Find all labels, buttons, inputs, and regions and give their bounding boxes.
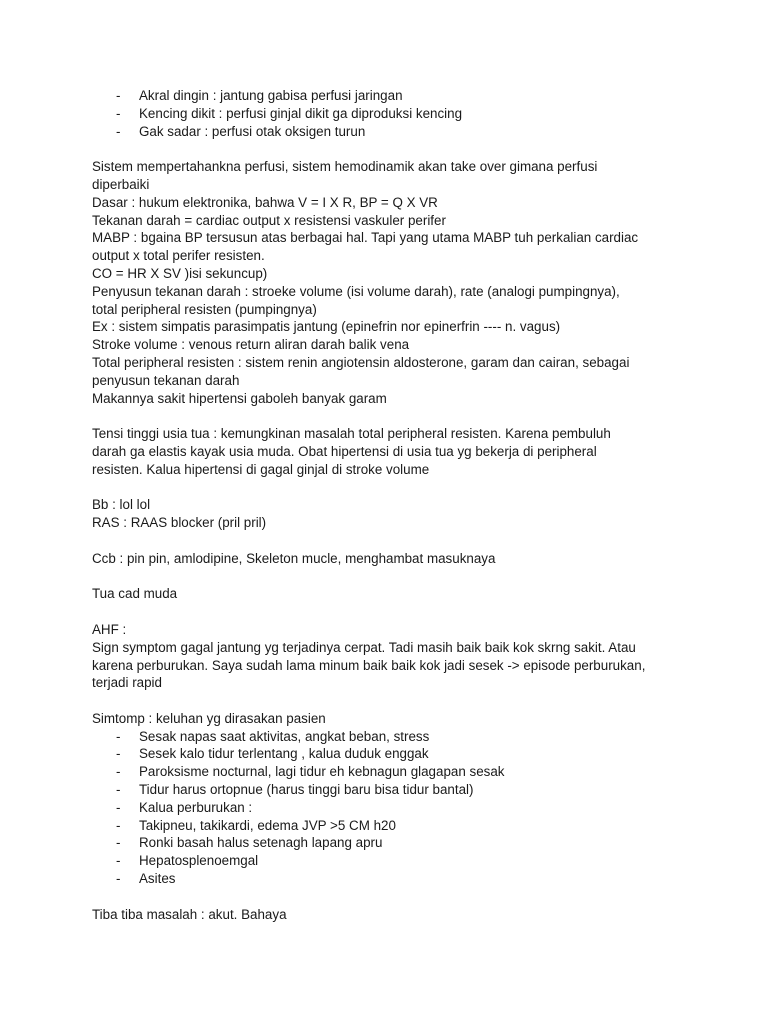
paragraph-bb-ras: [92, 496, 682, 532]
list-item-text: Takipneu, takikardi, edema JVP >5 CM h20: [139, 817, 396, 833]
list-item: [92, 728, 682, 746]
paragraph-hemodynamics: [92, 158, 682, 407]
bullet-dash: -: [116, 871, 121, 887]
text-line: Sign symptom gagal jantung yg terjadinya cerpat. Tadi masih baik baik kok skrng sakit. Atau: [92, 639, 636, 655]
list-item-text: Ronki basah halus setenagh lapang apru: [139, 835, 383, 851]
text-line: terjadi rapid: [92, 675, 162, 691]
list-item: [92, 834, 682, 852]
bullet-dash: -: [116, 123, 121, 139]
text-line: Tekanan darah = cardiac output x resistensi vaskuler perifer: [92, 212, 446, 228]
bullet-list-perfusion-signs: [92, 87, 682, 140]
text-line: Stroke volume : venous return aliran darah balik vena: [92, 337, 410, 353]
list-item-text: Asites: [139, 871, 176, 887]
list-item: [92, 763, 682, 781]
list-item: [92, 817, 682, 835]
list-item: [92, 87, 682, 105]
paragraph-acute: [92, 906, 682, 924]
text-line: Bb : lol lol: [92, 497, 151, 513]
list-item-text: Tidur harus ortopnue (harus tinggi baru bisa tidur bantal): [139, 782, 474, 798]
paragraph-tua-cad-muda: [92, 585, 682, 603]
list-item-text: Kalua perburukan :: [139, 799, 253, 815]
bullet-dash: -: [116, 782, 121, 798]
bullet-dash: -: [116, 88, 121, 103]
text-line: MABP : bgaina BP tersusun atas berbagai hal. Tapi yang utama MABP tuh perkalian cardiac: [92, 230, 639, 246]
section-heading: AHF :: [92, 621, 127, 637]
list-item: [92, 745, 682, 763]
bullet-list-symptoms: [92, 728, 682, 888]
paragraph-gap: [92, 479, 682, 497]
text-line: Dasar : hukum elektronika, bahwa V = I X R, BP = Q X VR: [92, 194, 438, 210]
list-item: [92, 781, 682, 799]
list-item: [92, 123, 682, 141]
list-item: [92, 105, 682, 123]
list-item-text: Kencing dikit : perfusi ginjal dikit ga diproduksi kencing: [139, 105, 463, 121]
paragraph-gap: [92, 532, 682, 550]
list-item-text: Hepatosplenoemgal: [139, 853, 259, 869]
text-line: Ccb : pin pin, amlodipine, Skeleton mucle, menghambat masuknaya: [92, 550, 496, 566]
list-item: [92, 870, 682, 888]
paragraph-ccb: [92, 550, 682, 568]
paragraph-hypertension-elderly: [92, 425, 682, 478]
text-line: Makannya sakit hipertensi gaboleh banyak garam: [92, 390, 387, 406]
text-line: Ex : sistem simpatis parasimpatis jantung (epinefrin nor epinerfrin ---- n. vagus): [92, 319, 561, 335]
list-item: [92, 852, 682, 870]
text-line: total peripheral resisten (pumpingnya): [92, 301, 317, 317]
text-line: resisten. Kalua hipertensi di gagal ginjal di stroke volume: [92, 461, 430, 477]
list-item-text: Akral dingin : jantung gabisa perfusi jaringan: [139, 88, 403, 103]
bullet-dash: -: [116, 799, 121, 815]
text-line: Tua cad muda: [92, 586, 178, 602]
paragraph-symptoms: [92, 710, 682, 728]
bullet-dash: -: [116, 105, 121, 121]
bullet-dash: -: [116, 746, 121, 762]
text-line: diperbaiki: [92, 176, 150, 192]
document-body: [92, 87, 682, 923]
text-line: Tensi tinggi usia tua : kemungkinan masalah total peripheral resisten. Karena pembuluh: [92, 426, 611, 442]
text-line: darah ga elastis kayak usia muda. Obat hipertensi di usia tua yg bekerja di peripheral: [92, 443, 597, 459]
text-line: Tiba tiba masalah : akut. Bahaya: [92, 906, 287, 922]
bullet-dash: -: [116, 853, 121, 869]
list-item: [92, 799, 682, 817]
list-item-text: Sesak napas saat aktivitas, angkat beban, stress: [139, 728, 430, 744]
text-line: output x total perifer resisten.: [92, 248, 265, 264]
list-item-text: Sesek kalo tidur terlentang , kalua duduk enggak: [139, 746, 429, 762]
bullet-dash: -: [116, 817, 121, 833]
bullet-dash: -: [116, 835, 121, 851]
bullet-dash: -: [116, 728, 121, 744]
list-item-text: Gak sadar : perfusi otak oksigen turun: [139, 123, 366, 139]
paragraph-ahf: [92, 621, 682, 692]
paragraph-gap: [92, 692, 682, 710]
text-line: penyusun tekanan darah: [92, 372, 240, 388]
paragraph-gap: [92, 888, 682, 906]
list-item-text: Paroksisme nocturnal, lagi tidur eh kebnagun glagapan sesak: [139, 764, 505, 780]
text-line: Penyusun tekanan darah : stroeke volume (isi volume darah), rate (analogi pumpingnya),: [92, 283, 620, 299]
paragraph-gap: [92, 568, 682, 586]
text-line: RAS : RAAS blocker (pril pril): [92, 515, 267, 531]
text-line: Sistem mempertahankna perfusi, sistem hemodinamik akan take over gimana perfusi: [92, 159, 598, 175]
paragraph-gap: [92, 407, 682, 425]
paragraph-gap: [92, 603, 682, 621]
text-line: karena perburukan. Saya sudah lama minum baik baik kok jadi sesek -> episode perburukan,: [92, 657, 646, 673]
bullet-dash: -: [116, 764, 121, 780]
text-line: CO = HR X SV )isi sekuncup): [92, 265, 268, 281]
text-line: Total peripheral resisten : sistem renin angiotensin aldosterone, garam dan cairan, sebagai: [92, 354, 630, 370]
text-line: Simtomp : keluhan yg dirasakan pasien: [92, 710, 326, 726]
paragraph-gap: [92, 140, 682, 158]
